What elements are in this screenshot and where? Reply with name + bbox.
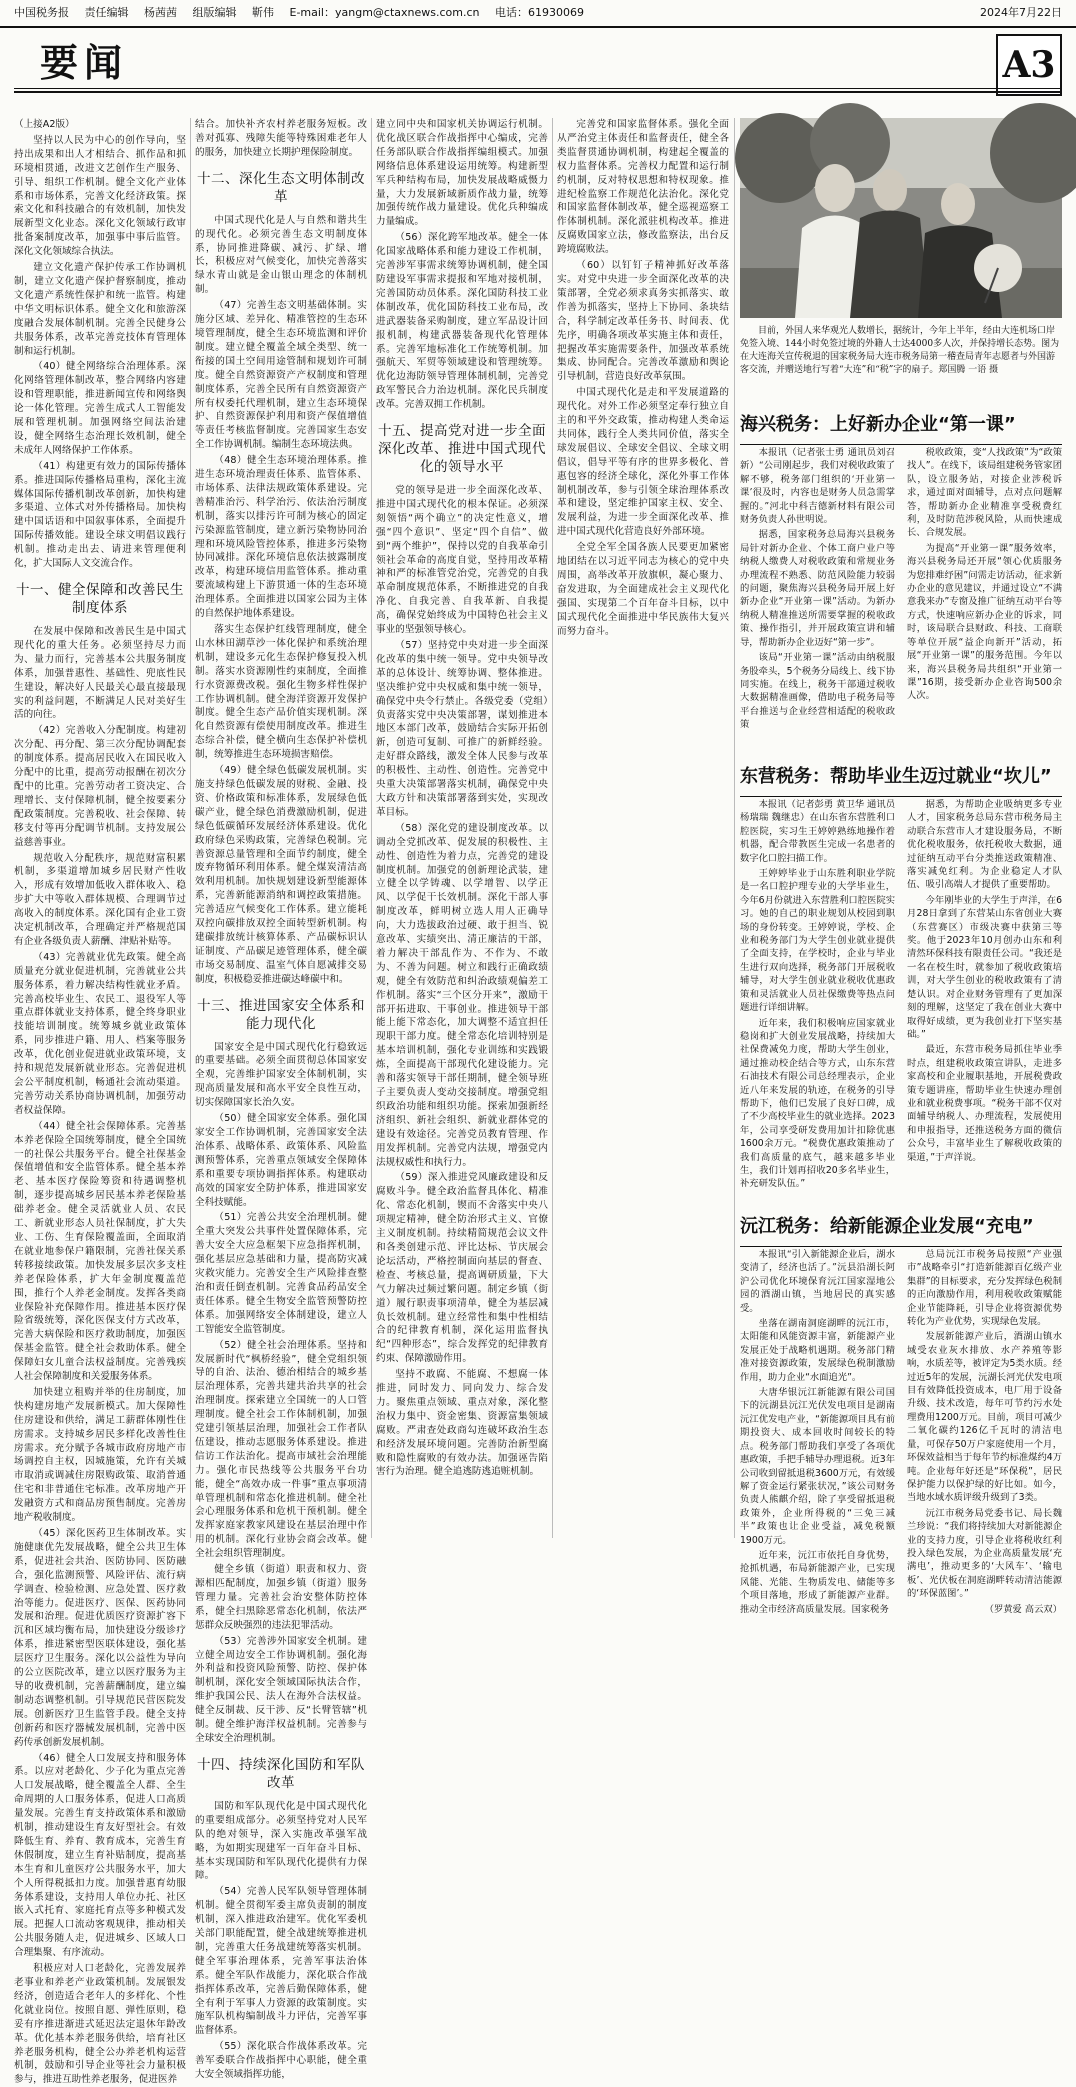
- main-column-1: [14, 118, 186, 2086]
- article-paragraph: 最近，东营市税务局抓住毕业季时点，组建税收政策宣讲队，走进多家高校和企业履职基地，开展税费政策专题讲座，帮助毕业生快速办理创业和就业税费事项。“税务干部不仅对面辅导纳税人、办理流程，发展使用和申报指导，还推送税务方面的微信公众号，丰富毕业生了解税收政策的渠道，”于声洋说。: [907, 1044, 1062, 1163]
- body-paragraph: （53）完善涉外国家安全机制。建立健全周边安全工作协调机制。强化海外利益和投资风险预警、防控、保护体制机制，深化安全领域国际执法合作，维护我国公民、法人在海外合法权益。健全反制裁、反干涉、反“长臂管辖”机制。健全维护海洋权益机制。完善参与全球安全治理机制。: [195, 1635, 367, 1744]
- body-paragraph: （59）深入推进党风廉政建设和反腐败斗争。健全政治监督具体化、精准化、常态化机制，锲而不舍落实中央八项规定精神，健全防治形式主义、官僚主义制度机制。持续精简规范会议文件和各类创建示范、评比达标、节庆展会论坛活动，严格控制面向基层的督查、检查、考核总量，提高调研质量，下大气力解决过频过繁问题。制定乡镇（街道）履行职责事项清单，健全为基层减负长效机制。建立经常性和集中性相结合的纪律教育机制，深化运用监督执纪“四种形态”，综合发挥党的纪律教育约束、保障激励作用。: [376, 1172, 548, 1365]
- article-paragraph: 该局“开业第一课”活动由纳税服务股牵头，5个税务分局线上、线下协同实施。在线上，税务干部通过税收大数据精准画像，借助电子税务局等平台推送与企业经营相适配的税收政策: [740, 652, 895, 731]
- body-paragraph: 在发展中保障和改善民生是中国式现代化的重大任务。必须坚持尽力而为、量力而行，完善基本公共服务制度体系，加强普惠性、基础性、兜底性民生建设，解决好人民最关心最直接最现实的利益问题，不断满足人民对美好生活的向往。: [14, 626, 186, 721]
- article-headline: 海兴税务：上好新办企业“第一课”: [740, 410, 1062, 445]
- editor-phone: 电话：61930069: [495, 6, 584, 19]
- body-paragraph: （48）健全生态环境治理体系。推进生态环境治理责任体系、监管体系、市场体系、法律法规政策体系建设。完善精准治污、科学治污、依法治污制度机制，落实以排污许可制为核心的固定污染源监管制度，建立新污染物协同治理和环境风险管控体系，推进多污染物协同减排。深化环境信息依法披露制度改革，构建环境信用监管体系。推动重要流域构建上下游贯通一体的生态环境治理体系。全面推进以国家公园为主体的自然保护地体系建设。: [195, 455, 367, 620]
- body-paragraph: （47）完善生态文明基础体制。实施分区域、差异化、精准管控的生态环境管理制度，健全生态环境监测和评价制度。建立健全覆盖全域全类型、统一衔接的国土空间用途管制和规划许可制度。健全自然资源资产产权制度和管理制度体系，完善全民所有自然资源资产所有权委托代理机制，建立生态环境保护、自然资源保护利用和资产保值增值等责任考核监督制度。完善国家生态安全工作协调机制。编制生态环境法典。: [195, 300, 367, 451]
- body-paragraph: 坚持以人民为中心的创作导向，坚持出成果和出人才相结合、抓作品和抓环境相贯通，改进文艺创作生产服务、引导、组织工作机制。健全文化产业体系和市场体系，完善文化经济政策。探索文化和科技融合的有效机制，加快发展新型文化业态。深化文化领域行政审批备案制度改革，加强事中事后监管。深化文化领域综合执法。: [14, 134, 186, 258]
- article-paragraph: 今年刚毕业的大学生于声洋，在6月28日拿到了东营某山东省创业大赛（东营赛区）市级决赛中获第三等奖。他于2023年10月创办山东和利清然环保科技有限责任公司。“我还是一名在校生时，就参加了税收政策培训，对大学生创业的税收政策有了清楚认识。对企业财务管理有了更加深刻的理解，这坚定了我在创业大赛中取得好成绩，更为我创业打下坚实基础。”: [907, 894, 1062, 1040]
- photo-tourists-and-volunteer-image: [740, 118, 1062, 318]
- body-paragraph: （46）健全人口发展支持和服务体系。以应对老龄化、少子化为重点完善人口发展战略，健全覆盖全人群、全生命周期的人口服务体系，促进人口高质量发展。完善生育支持政策体系和激励机制，推动建设生育友好型社会。有效降低生育、养育、教育成本，完善生育休假制度，建立生育补贴制度，提高基本生育和儿童医疗公共服务水平，加大个人所得税抵扣力度。加强普惠育幼服务体系建设，支持用人单位办托、社区嵌入式托育、家庭托育点等多种模式发展。把握人口流动客观规律，推动相关公共服务随人走，促进城乡、区域人口合理集聚、有序流动。: [14, 1752, 186, 1959]
- page-masthead: [0, 0, 1076, 28]
- body-paragraph: （54）完善人民军队领导管理体制机制。健全贯彻军委主席负责制的制度机制，深入推进政治建军。优化军委机关部门职能配置，健全战建统筹推进机制，完善重大任务战建统筹落实机制。健全军事治理体系，完善军事法治体系。健全军队作战能力，深化联合作战指挥体系改革，完善后勤保障体系，健全有利于军事人力资源的政策制度。实施军队机构编制战斗力评估，完善军事监督体系。: [195, 1886, 367, 2037]
- body-paragraph: （44）健全社会保障体系。完善基本养老保险全国统筹制度，健全全国统一的社保公共服务平台。健全社保基金保值增值和安全监管体系。健全基本养老、基本医疗保险筹资和待遇调整机制，逐步提高城乡居民基本养老保险基础养老金。健全灵活就业人员、农民工、新就业形态人员社保制度，扩大失业、工伤、生育保险覆盖面，全面取消在就业地参保户籍限制，完善社保关系转移接续政策。加快发展多层次多支柱养老保险体系，扩大年金制度覆盖范围，推行个人养老金制度。发挥各类商业保险补充保障作用。推进基本医疗保险省级统筹，深化医保支付方式改革，完善大病保险和医疗救助制度，加强医保基金监管。健全社会救助体系。健全保障妇女儿童合法权益制度。完善残疾人社会保障制度和关爱服务体系。: [14, 1120, 186, 1383]
- main-column-3: [376, 118, 548, 1538]
- body-paragraph: 党的领导是进一步全面深化改革、推进中国式现代化的根本保证。必须深刻领悟“两个确立”的决定性意义，增强“四个意识”、坚定“四个自信”、做到“两个维护”，保持以党的自我革命引领社会革命的高度自觉，坚持用改革精神和严的标准管党治党，完善党的自我革命制度规范体系，不断推进党的自我净化、自我完善、自我革新、自我提高，确保党始终成为中国特色社会主义事业的坚强领导核心。: [376, 485, 548, 636]
- article-body-column: [907, 798, 1062, 1198]
- body-paragraph: 结合。加快补齐农村养老服务短板。改善对孤寡、残障失能等特殊困难老年人的服务，加快建立长期护理保险制度。: [195, 119, 367, 158]
- editor-name: 杨茜茜: [144, 6, 177, 19]
- article-paragraph: 本报讯“引入新能源企业后，湖水变清了，经济也活了。”沅县沿湖长阿沪公司优化环境保育沅江国家湿地公园的酒湖山镇，当地居民的真实感受。: [740, 1249, 895, 1314]
- editor-email: E-mail：yangm@ctaxnews.com.cn: [289, 6, 480, 19]
- article-body-column: [907, 446, 1062, 746]
- main-column-4: [557, 118, 729, 1538]
- photo-caption: 目前，外国人来华观光人数增长，据统计，今年上半年，经由大连机场口岸免签入境、144小时免签过境的外籍人士达4000多人次，并保持增长态势。图为在大连海关宣传税退的国家税务局大连市税务局第一稽查局青年志愿者与外国游客交流，并赠送地行写着“大连”和“税”字的扇子。郑国腾 一语 摄: [740, 326, 1060, 375]
- body-paragraph: 国防和军队现代化是中国式现代化的重要组成部分。必须坚持党对人民军队的绝对领导，深入实施改革强军战略，为如期实现建军一百年奋斗目标、基本实现国防和军队现代化提供有力保障。: [195, 1800, 367, 1882]
- article-paragraph: 本报讯（记者张士勇 通讯员刘召新）“公司刚起步，我们对税收政策了解不够，税务部门组织的‘开业第一课’很及时，内容也是财务人员急需掌握的。”河北中科吉德新材料有限公司财务负责人孙世明说。: [740, 447, 895, 526]
- article-headline: 东营税务：帮助毕业生迈过就业“坎儿”: [740, 762, 1062, 797]
- layout-editor-name: 靳伟: [252, 6, 274, 19]
- body-paragraph: （56）深化跨军地改革。健全一体化国家战略体系和能力建设工作机制，完善涉军事需求统筹协调机制，健全国防建设军事需求提报和军地对接机制，完善国防动员体系。深化国防科技工业体制改革，优化国防科技工业布局，改进武器装备采购制度，建立军品设计回报机制，构建武器装备现代化管理体系。完善军地标准化工作统筹机制。加强航天、军贸等领域建设和管理统筹。优化边海防领导管理体制机制，完善党政军警民合力治边机制。深化民兵制度改革。完善双拥工作机制。: [376, 232, 548, 411]
- body-paragraph: 中国式现代化是人与自然和谐共生的现代化。必须完善生态文明制度体系，协同推进降碳、减污、扩绿、增长，积极应对气候变化，加快完善落实绿水青山就是金山银山理念的体制机制。: [195, 214, 367, 296]
- layout-label: 组版编辑: [192, 6, 237, 19]
- article-paragraph: 近年来，我们积极响应国家就业稳岗和扩大创业发展战略，持续加大社保费减免力度，帮助大学生创业，通过推动校企结合等方式，山东东营石油技术有限公司总经理表示，企业近八年来发展的轨迹，在税务的引导帮助下，他们已发展了良好口碑，成了不少高校毕业生的就业选择。2023年，公司享受研发费用加计扣除优惠1600余万元。“税费优惠政策推动了我们高质量的底气，越来越多毕业生，我们计划再招收20多名毕业生，补充研发队伍。”: [740, 1017, 895, 1190]
- column-divider: [190, 118, 191, 1538]
- body-paragraph: （60）以钉钉子精神抓好改革落实。对党中央进一步全面深化改革的决策部署，全党必须求真务实抓落实、敢作善为抓落实，坚持上下协同、条块结合，科学制定改革任务书、时间表、优先序，明确各项改革实施主体和责任，把握改革实施需要条件，加强改革系统集成、协同配合。完善改革激励和舆论引导机制，营造良好改革氛围。: [557, 260, 729, 383]
- column-divider: [371, 118, 372, 1538]
- article-paragraph: 王婷婷毕业于山东胜利职业学院是一名口腔护理专业的大学毕业生，今年6月份就进入东营胜利口腔医院实习。她的自己的职业规划从校园到职场的身份转变。王婷婷说，学校、企业和税务部门为大学生创业就业提供了全面支持，在学校时，企业与毕业生进行双向选择，税务部门开展税收辅导，对大学生创业就业税收优惠政策和灵活就业人员社保缴费等热点问题进行详细讲解。: [740, 868, 895, 1014]
- page-number: A3: [996, 34, 1062, 96]
- main-column-2: [195, 118, 367, 2081]
- column-divider: [552, 118, 553, 1538]
- body-paragraph: 完善党和国家监督体系。强化全面从严治党主体责任和监督责任，健全各类监督贯通协调机制，构建起全覆盖的权力监督体系。完善权力配置和运行制约机制，反对特权思想和特权现象。推进纪检监察工作规范化法治化。深化党和国家监督体制改革，健全巡视巡察工作体制机制。深化派驻机构改革。推进反腐败国家立法，修改监察法，出台反跨境腐败法。: [557, 119, 729, 256]
- issue-date: 2024年7月22日: [980, 6, 1062, 19]
- paper-name: 中国税务报: [14, 6, 69, 19]
- body-paragraph: 建立同中央和国家机关协调运行机制。优化战区联合作战指挥中心编成，完善任务部队联合作战指挥编组模式。加强网络信息体系建设运用统筹。构建新型军兵种结构布局，加快发展战略威慑力量，大力发展新域新质作战力量，统筹加强传统作战力量建设。优化兵种编成力量编成。: [376, 119, 548, 228]
- article-headline: 沅江税务：给新能源企业发展“充电”: [740, 1212, 1062, 1247]
- body-paragraph: （57）坚持党中央对进一步全面深化改革的集中统一领导。党中央领导改革的总体设计、统筹协调、整体推进。坚决维护党中央权威和集中统一领导，确保党中央令行禁止。各级党委（党组）负责落实党中央决策部署，谋划推进本地区本部门改革，鼓励结合实际开拓创新，创造可复制、可推广的新鲜经验。走好群众路线，激发全体人民参与改革的积极性、主动性、创造性。完善党中央重大决策部署落实机制，确保党中央大政方针和决策部署落到实处，实现改革目标。: [376, 640, 548, 818]
- article-paragraph: 据悉，国家税务总局海兴县税务局针对新办企业、个体工商户业户等纳税人缴费人对税收政策和常规业务办理流程不熟悉、防范风险能力较弱的问题，聚焦海兴县税务局开展上好新办企业“开业第一课”活动。为新办纳税人精准推送所需要掌握的税收政策、操作指引，并开展政策宣讲和辅导，帮助新办企业迈好“第一步”。: [740, 529, 895, 648]
- body-paragraph: （43）完善就业优先政策。健全高质量充分就业促进机制，完善就业公共服务体系，着力解决结构性就业矛盾。完善高校毕业生、农民工、退役军人等重点群体就业支持体系，健全终身职业技能培训制度。统筹城乡就业政策体系，同步推进户籍、用人、档案等服务改革，优化创业促进就业政策环境，支持和规范发展新就业形态。完善促进机会公平制度机制，畅通社会流动渠道。完善劳动关系协商协调机制，加强劳动者权益保障。: [14, 951, 186, 1116]
- body-paragraph: 规范收入分配秩序，规范财富积累机制，多渠道增加城乡居民财产性收入，形成有效增加低收入群体收入、稳步扩大中等收入群体规模、合理调节过高收入的制度体系。深化国有企业工资决定机制改革，合理确定并严格规范国有企业各级负责人薪酬、津贴补贴等。: [14, 852, 186, 947]
- article-paragraph: 近年来，沅江市依托自身优势，抢抓机遇，布局新能源产业，已实现风能、光能、生物质发电、储能等多个项目落地，形成了新能源产业群。推动全市经济高质量发展。国家税务: [740, 1549, 895, 1615]
- body-paragraph: 积极应对人口老龄化，完善发展养老事业和养老产业政策机制。发展银发经济，创造适合老年人的多样化、个性化就业岗位。按照自愿、弹性原则，稳妥有序推进渐进式延迟法定退休年龄改革。优化基本养老服务供给，培育社区养老服务机构，健全公办养老机构运营机制，鼓励和引导企业等社会力量积极参与，推进互助性养老服务，促进医养: [14, 1963, 186, 2086]
- article-paragraph: 为提高“开业第一课”服务效率，海兴县税务局还开展“领心优质服务 为您排难纾困”问需走访活动，征求新办企业的意见建议，并通过设立“不满意我来办”专窗及推广征纳互动平台等方式，快速响应新办企业的诉求，同时，该局联合县财政、科技、工商联等单位开展“益企向新开”活动，拓展“开业第一课”的服务范围。今年以来，海兴县税务局共组织“开业第一课”16期，接受新办企业咨询500余人次。: [907, 542, 1062, 702]
- article-paragraph: 发展新能源产业后，酒湖山镇水域受农业灰水排放、水产养殖等影响，水质差等，被评定为5类水质。经过近5年的发展，沅湖长河光伏发电项目有效降低投资成本，电厂用于设备升级、技术改造，每年可节约污水处理费用1200万元。目前，项目可减少二氧化碳约126亿千瓦时的清洁电量，可保存50万户家庭使用一个月，环保效益相当于每年节约标准煤约4万吨。企业每年好还是“环保税”，居民保护能力以保护绿的好比如。如今，当地水域水质评级升级到了3类。: [907, 1331, 1062, 1504]
- body-paragraph: （40）健全网络综合治理体系。深化网络管理体制改革，整合网络内容建设和管理职能，推进新闻宣传和网络舆论一体化管理。完善生成式人工智能发展和管理机制。加强网络空间法治建设，健全网络生态治理长效机制，健全未成年人网络保护工作体系。: [14, 361, 186, 456]
- article-credit: （罗黄爱 高云双）: [984, 1603, 1062, 1615]
- body-paragraph: 中国式现代化是走和平发展道路的现代化。对外工作必须坚定奉行独立自主的和平外交政策，推动构建人类命运共同体，践行全人类共同价值，落实全球发展倡议、全球安全倡议、全球文明倡议，倡导平等有序的世界多极化、普惠包容的经济全球化，深化外事工作体制机制改革，参与引领全球治理体系改革和建设，坚定维护国家主权、安全、发展利益，为进一步全面深化改革、推进中国式现代化营造良好外部环境。: [557, 387, 729, 538]
- news-photo: [740, 118, 1062, 318]
- article-paragraph: 坐落在湖南洞庭湖畔的沅江市，太阳能和风能资源丰富，新能源产业发展正处于战略机遇期。税务部门精准对接资源政策，发展绿色税制激励作用，助力企业“水面追光”。: [740, 1318, 895, 1383]
- article-paragraph: 沅江市税务局党委书记、局长魏兰珍说：“我们将持续加大对新能源企业的支持力度，引导企业将税收红利投入绿色发展，为企业高质量发展‘充满电’，推动更多的‘大风车’、‘输电板’、光伏板在洞庭湖畔转动清洁能源的‘环保蓝图’。”: [907, 1507, 1062, 1600]
- body-paragraph: （55）深化联合作战体系改革。完善军委联合作战指挥中心职能，健全重大安全领域指挥功能，: [195, 2041, 367, 2081]
- body-paragraph: （上接A2版）: [14, 119, 75, 130]
- section-heading: 十三、推进国家安全体系和能力现代化: [197, 997, 365, 1032]
- article-paragraph: 总局沅江市税务局按照“产业强市”战略牵引“打造新能源百亿级产业集群”的目标要求，充分发挥绿色税制的正向激励作用，利用税收政策赋能企业节能降耗，引导企业将资源优势转化为产业优势，实现绿色发展。: [907, 1249, 1062, 1328]
- article-body-column: [740, 1248, 895, 1615]
- column-divider: [734, 118, 735, 1538]
- body-paragraph: （50）健全国家安全体系。强化国家安全工作协调机制，完善国家安全法治体系、战略体系、政策体系、风险监测预警体系，完善重点领域安全保障体系和重要专项协调指挥体系。构建联动高效的国家安全防护体系，推进国家安全科技赋能。: [195, 1113, 367, 1208]
- article-body-column: [907, 1248, 1062, 1615]
- section-rule: [14, 88, 1062, 89]
- editor-label: 责任编辑: [84, 6, 129, 19]
- section-title: 要闻: [40, 40, 129, 85]
- body-paragraph: （58）深化党的建设制度改革。以调动全党抓改革、促发展的积极性、主动性、创造性为着力点，完善党的建设制度机制。加强党的创新理论武装，建立健全以学铸魂、以学增智、以学正风、以学促干长效机制。深化干部人事制度改革，鲜明树立选人用人正确导向，大力选拔政治过硬、敢于担当、锐意改革、实绩突出、清正廉洁的干部，着力解决干部乱作为、不作为、不敢为、不善为问题。树立和践行正确政绩观，健全有效防范和纠治政绩观偏差工作机制。落实“三个区分开来”，激励干部开拓进取、干事创业。推进领导干部能上能下常态化，加大调整不适宜担任现职干部力度。健全常态化培训特别是基本培训机制，强化专业训练和实践锻炼，全面提高干部现代化建设能力。完善和落实领导干部任期制，健全领导班子主要负责人变动交接制度。增强党组织政治功能和组织功能。探索加强新经济组织、新社会组织、新就业群体党的建设有效途径。完善党员教育管理、作用发挥机制。完善党内法规，增强党内法规权威性和执行力。: [376, 822, 548, 1168]
- body-paragraph: （52）健全社会治理体系。坚持和发展新时代“枫桥经验”，健全党组织领导的自治、法治、德治相结合的城乡基层治理体系，完善共建共治共享的社会治理制度。探索建立全国统一的人口管理制度。健全社会工作体制机制，加强党建引领基层治理，加强社会工作者队伍建设，推动志愿服务体系建设。推进信访工作法治化。提高市域社会治理能力。强化市民热线等公共服务平台功能，健全“高效办成一件事”重点事项清单管理机制和常态化推进机制。健全社会心理服务体系和危机干预机制。健全发挥家庭家教家风建设在基层治理中作用的机制。深化行业协会商会改革。健全社会组织管理制度。: [195, 1339, 367, 1560]
- body-paragraph: 加快建立租购并举的住房制度，加快构建房地产发展新模式。加大保障性住房建设和供给，满足工薪群体刚性住房需求。支持城乡居民多样化改善性住房需求。充分赋予各城市政府房地产市场调控自主权，因城施策，允许有关城市取消或调减住房限购政策、取消普通住宅和非普通住宅标准。改革房地产开发融资方式和商品房预售制度。完善房地产税收制度。: [14, 1386, 186, 1524]
- article-body-column: [740, 798, 895, 1198]
- article-paragraph: 据悉，为帮助企业吸纳更多专业人才，国家税务总局东营市税务局主动联合东营市人才建设服务局，不断优化税收服务，依托税收大数据，通过征纳互动平台分类推送政策精准、落实减免红利。为企业稳定人才队伍、吸引高端人才提供了重要帮助。: [907, 799, 1062, 891]
- body-paragraph: （41）构建更有效力的国际传播体系。推进国际传播格局重构，深化主流媒体国际传播机制改革创新，加快构建多渠道、立体式对外传播格局。加快构建中国话语和中国叙事体系，全面提升国际传播效能。建设全球文明倡议践行机制。推动走出去、请进来管理便利化，扩大国际人文交流合作。: [14, 460, 186, 570]
- section-heading: 十一、健全保障和改善民生制度体系: [16, 582, 184, 616]
- body-paragraph: 建立文化遗产保护传承工作协调机制，建立文化遗产保护督察制度，推动文化遗产系统性保护和统一监管。构建中华文明标识体系。健全文化和旅游深度融合发展体制机制。完善全民健身公共服务体系，改革完善竞技体育管理体制和运行机制。: [14, 262, 186, 357]
- section-heading: 十四、持续深化国防和军队改革: [197, 1756, 365, 1791]
- body-paragraph: 国家安全是中国式现代化行稳致远的重要基础。必须全面贯彻总体国家安全观，完善维护国家安全体制机制，实现高质量发展和高水平安全良性互动，切实保障国家长治久安。: [195, 1041, 367, 1109]
- body-paragraph: （51）完善公共安全治理机制。健全重大突发公共事件处置保障体系，完善大安全大应急框架下应急指挥机制，强化基层应急基础和力量，提高防灾减灾救灾能力。完善安全生产风险排查整治和责任倒查机制。完善食品药品安全责任体系。健全生物安全监管预警防控体系。加强网络安全体制建设，建立人工智能安全监管制度。: [195, 1212, 367, 1335]
- article-paragraph: 本报讯（记者彭勇 黄卫华 通讯员杨瑞瑞 魏继忠）在山东省东营胜利口腔医院，实习生王婷婷熟练地操作着机器，配合带教医生完成一名患者的数字化口腔扫描工作。: [740, 799, 895, 864]
- body-paragraph: 坚持不敢腐、不能腐、不想腐一体推进，同时发力、同向发力、综合发力。聚焦重点领域、重点对象，深化整治权力集中、资金密集、资源富集领域腐败。严肃查处政商勾连破坏政治生态和经济发展环境问题。完善防治新型腐败和隐性腐败的有效办法。加强诬告陷害行为治理。健全追逃防逃追赃机制。: [376, 1369, 548, 1478]
- section-heading: 十五、提高党对进一步全面深化改革、推进中国式现代化的领导水平: [378, 423, 546, 476]
- article-paragraph: 税收政策，变“人找政策”为“政策找人”。在线下，该局组建税务管家团队，设立服务站，对接企业涉税诉求，通过面对面辅导，点对点问题解答，帮助新办企业精准享受税费红利，及时防范涉税风险，从而快速成长、合规发展。: [907, 447, 1062, 539]
- body-paragraph: （49）健全绿色低碳发展机制。实施支持绿色低碳发展的财税、金融、投资、价格政策和标准体系，发展绿色低碳产业，健全绿色消费激励机制，促进绿色低碳循环发展经济体系建设。优化政府绿色采购政策，完善绿色税制。完善资源总量管理和全面节约制度，健全废弃物循环利用体系。健全煤炭清洁高效利用机制。加快规划建设新型能源体系，完善新能源消纳和调控政策措施。完善适应气候变化工作体系。建立能耗双控向碳排放双控全面转型新机制。构建碳排放统计核算体系、产品碳标识认证制度、产品碳足迹管理体系，健全碳市场交易制度、温室气体自愿减排交易制度，积极稳妥推进碳达峰碳中和。: [195, 765, 367, 985]
- body-paragraph: （45）深化医药卫生体制改革。实施健康优先发展战略，健全公共卫生体系，促进社会共治、医防协同、医防融合，强化监测预警、风险评估、流行病学调查、检验检测、应急处置、医疗救治等能力。促进医疗、医保、医药协同发展和治理。促进优质医疗资源扩容下沉和区域均衡布局，加快建设分级诊疗体系，推进紧密型医联体建设，强化基层医疗卫生服务。深化以公益性为导向的公立医院改革，建立以医疗服务为主导的收费机制，完善薪酬制度，建立编制动态调整机制。引导规范民营医院发展。创新医疗卫生监管手段。健全支持创新药和医疗器械发展机制，完善中医药传承创新发展机制。: [14, 1528, 186, 1748]
- body-paragraph: （42）完善收入分配制度。构建初次分配、再分配、第三次分配协调配套的制度体系。提高居民收入在国民收入分配中的比重，提高劳动报酬在初次分配中的比重。完善劳动者工资决定、合理增长、支付保障机制，健全按要素分配政策制度。完善税收、社会保障、转移支付等再分配调节机制。支持发展公益慈善事业。: [14, 725, 186, 848]
- section-heading: 十二、深化生态文明体制改革: [197, 170, 365, 205]
- article-body-column: [740, 446, 895, 746]
- article-paragraph: 大唐华银沅江新能源有限公司国下的沅湖县沅江光伏发电项目是湖南沅江优发电产业，“新能源项目具有前期投资大、成本回收时间较长的特点。税务部门帮助我们享受了各项优惠政策，手把手辅导办理退税。近3年公司收到留抵退税3600万元，有效缓解了资金运行紧张状况，”该公司财务负责人熊麒介绍，除了享受留抵退税政策外，企业所得税的“三免三减半”政策也让企业受益，减免税额1900万元。: [740, 1387, 895, 1546]
- body-paragraph: 健全乡镇（街道）职责和权力、资源相匹配制度，加强乡镇（街道）服务管理力量。完善社会治安整体防控体系，健全扫黑除恶常态化机制，依法严惩群众反映强烈的违法犯罪活动。: [195, 1564, 367, 1631]
- section-rule-thick: [14, 91, 1062, 93]
- body-paragraph: 全党全军全国各族人民要更加紧密地团结在以习近平同志为核心的党中央周围，高举改革开放旗帜，凝心聚力、奋发进取，为全面建成社会主义现代化强国、实现第二个百年奋斗目标，以中国式现代化全面推进中华民族伟大复兴而努力奋斗。: [557, 542, 729, 637]
- body-paragraph: 落实生态保护红线管理制度，健全山水林田湖草沙一体化保护和系统治理机制，建设多元化生态保护修复投入机制。落实水资源刚性约束制度，全面推行水资源费改税。强化生物多样性保护工作协调机制。健全海洋资源开发保护制度。健全生态产品价值实现机制。深化自然资源有偿使用制度改革。推进生态综合补偿，健全横向生态保护补偿机制，统筹推进生态环境损害赔偿。: [195, 624, 367, 761]
